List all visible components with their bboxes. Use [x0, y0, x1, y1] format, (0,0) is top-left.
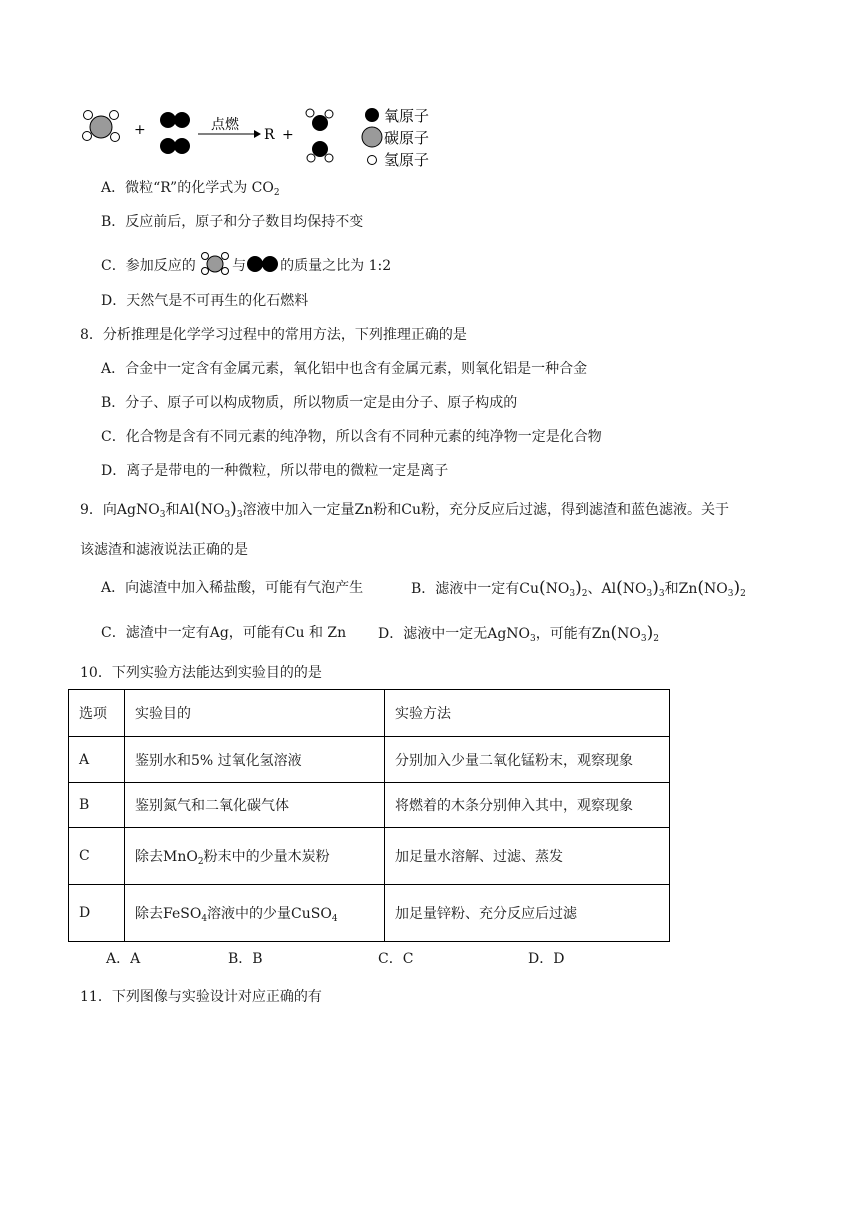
header-goal: 实验目的	[125, 690, 385, 737]
legend-hydrogen: 氢原子	[384, 151, 430, 169]
row-option: D	[69, 885, 125, 942]
table-row	[69, 885, 670, 942]
row-option: A	[69, 737, 125, 783]
q9-option-b: B．滤液中一定有$Cu(NO_3)_2$、$Al(NO_3)_3$和$Zn(NO_3)_2$	[411, 578, 746, 599]
row-goal: 除去MnO$_2$粉末中的少量木炭粉	[125, 828, 385, 885]
q7-option-a: A．微粒“R”的化学式为 $CO_2$	[101, 180, 280, 198]
legend-carbon: 碳原子	[384, 129, 430, 147]
row-option: B	[69, 783, 125, 828]
row-goal: 鉴别氮气和二氧化碳气体	[125, 783, 385, 828]
q9-stem-line1: 9．向AgNO$_3$和$Al(NO_3)_3$溶液中加入一定量Zn粉和Cu粉，充分反应后过滤，得到滤渣和蓝色滤液。关于	[80, 499, 730, 520]
row-method: 分别加入少量二氧化锰粉末，观察现象	[385, 737, 670, 783]
row-method: 将燃着的木条分别伸入其中，观察现象	[385, 783, 670, 828]
table-row	[69, 828, 670, 885]
header-method: 实验方法	[385, 690, 670, 737]
q7-option-c: C．参加反应的 与 的质量之比为 1:2	[101, 252, 391, 276]
q7-option-d: D．天然气是不可再生的化石燃料	[101, 293, 309, 309]
q9-stem-line2: 该滤渣和滤液说法正确的是	[80, 542, 248, 558]
q9-option-d: D．滤液中一定无AgNO$_3$，可能有$Zn(NO_3)_2$	[378, 623, 660, 644]
plus-sign-2: +	[282, 127, 294, 143]
reaction-diagram	[78, 104, 450, 172]
reaction-condition: 点燃	[211, 117, 239, 133]
q10-choice-c: C．C	[378, 951, 414, 967]
row-option: C	[69, 828, 125, 885]
methane-molecule-inline	[200, 252, 232, 276]
q8-option-b: B．分子、原子可以构成物质，所以物质一定是由分子、原子构成的	[101, 395, 518, 411]
water-molecules	[306, 109, 333, 162]
legend-oxygen: 氧原子	[384, 107, 430, 125]
row-method: 加足量水溶解、过滤、蒸发	[385, 828, 670, 885]
q8-option-c: C．化合物是含有不同元素的纯净物，所以含有不同种元素的纯净物一定是化合物	[101, 429, 602, 445]
row-goal: 鉴别水和5% 过氧化氢溶液	[125, 737, 385, 783]
q10-choice-d: D．D	[528, 951, 565, 967]
row-method: 加足量锌粉、充分反应后过滤	[385, 885, 670, 942]
oxygen-molecules	[160, 112, 190, 154]
product-r: R	[264, 127, 275, 143]
experiment-table	[68, 689, 670, 942]
q9-option-c: C．滤渣中一定有Ag，可能有Cu 和 Zn	[101, 625, 347, 641]
row-goal: 除去FeSO$_4$溶液中的少量CuSO$_4$	[125, 885, 385, 942]
table-header-row	[69, 690, 670, 737]
q9-option-a: A．向滤渣中加入稀盐酸，可能有气泡产生	[101, 580, 364, 596]
q10-stem: 10．下列实验方法能达到实验目的的是	[80, 665, 322, 681]
q8-option-d: D．离子是带电的一种微粒，所以带电的微粒一定是离子	[101, 463, 449, 479]
q10-choice-b: B．B	[228, 951, 263, 967]
q11-stem: 11．下列图像与实验设计对应正确的有	[80, 989, 322, 1005]
table-row	[69, 737, 670, 783]
q10-choice-a: A．A	[106, 951, 141, 967]
oxygen-molecule-inline	[246, 254, 280, 274]
q7-option-b: B．反应前后，原子和分子数目均保持不变	[101, 214, 364, 230]
plus-sign-1: +	[134, 122, 146, 138]
table-row	[69, 783, 670, 828]
methane-molecule	[83, 111, 120, 142]
q8-stem: 8．分析推理是化学学习过程中的常用方法，下列推理正确的是	[80, 327, 467, 343]
header-option: 选项	[69, 690, 125, 737]
q8-option-a: A．合金中一定含有金属元素，氧化铝中也含有金属元素，则氧化铝是一种合金	[101, 361, 588, 377]
atom-legend	[362, 107, 429, 169]
